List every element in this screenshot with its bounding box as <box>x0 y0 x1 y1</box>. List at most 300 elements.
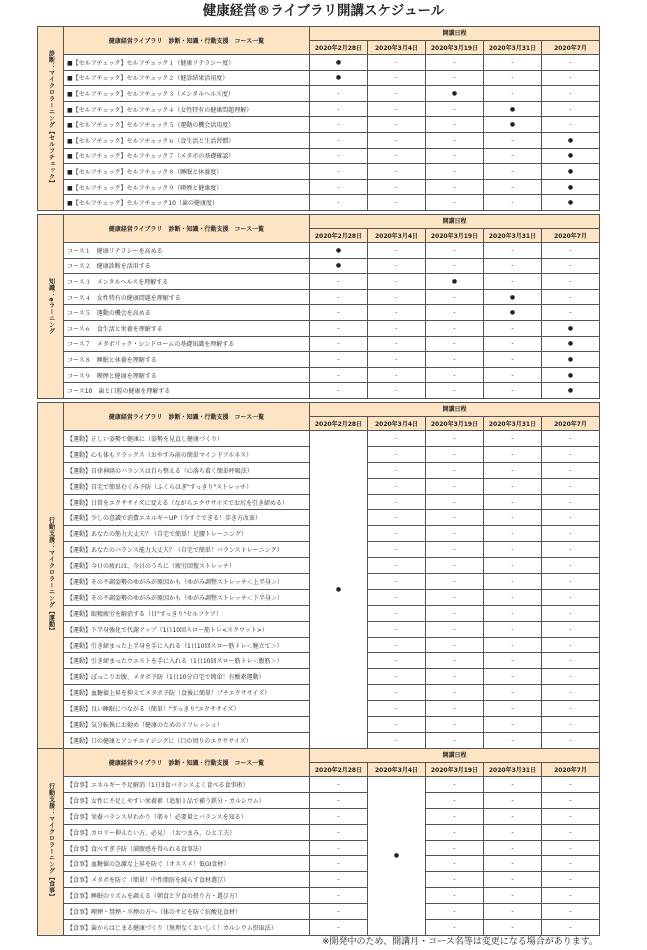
table-row <box>38 70 600 86</box>
schedule-blank: - <box>484 824 542 840</box>
schedule-blank: - <box>426 621 484 637</box>
schedule-mark: ● <box>426 86 484 102</box>
schedule-blank: - <box>426 117 484 133</box>
schedule-blank: - <box>426 446 484 462</box>
schedule-blank: - <box>542 637 600 653</box>
schedule-caption: 開講日程 <box>310 27 600 41</box>
schedule-blank: - <box>368 685 426 701</box>
schedule-blank: - <box>310 856 368 872</box>
schedule-blank: - <box>426 904 484 920</box>
course-name: ■【セルフチェック】セルフチェック４（女性特有の健康問題理解） <box>64 101 310 117</box>
schedule-blank: - <box>484 86 542 102</box>
course-name: 【運動】引き締まった上半身を手に入れる（1日10回スロー筋トレ＜腕立て＞） <box>64 637 310 653</box>
schedule-mark: ● <box>542 132 600 148</box>
course-name: コース５ 運動の機会を高める <box>64 305 310 321</box>
schedule-blank: - <box>542 55 600 71</box>
schedule-blank: - <box>426 637 484 653</box>
schedule-blank: - <box>426 717 484 733</box>
schedule-blank: - <box>368 258 426 274</box>
schedule-blank: - <box>542 101 600 117</box>
date-header: 2020年2月28日 <box>310 229 368 243</box>
schedule-blank: - <box>426 101 484 117</box>
course-name: 【運動】良い睡眠につながる（簡単！"すっきり"エクササイズ） <box>64 701 310 717</box>
date-header: 2020年7月 <box>542 763 600 777</box>
schedule-blank: - <box>426 574 484 590</box>
course-name: 【運動】気分転換にお勧め（健康のためのリフレッシュ） <box>64 717 310 733</box>
schedule-blank: - <box>484 510 542 526</box>
schedule-blank: - <box>310 132 368 148</box>
course-name: 【食事】栄養バランス早わかり（楽々！必要量とバランスを知る） <box>64 808 310 824</box>
course-name: コース９ 喫煙と健康を理解する <box>64 367 310 383</box>
schedule-blank: - <box>484 55 542 71</box>
date-header: 2020年3月19日 <box>426 763 484 777</box>
schedule-blank: - <box>368 336 426 352</box>
date-header: 2020年3月31日 <box>484 417 542 431</box>
schedule-blank: - <box>484 574 542 590</box>
course-name: 【運動】正しい姿勢で健康に（姿勢を見直し健康づくり） <box>64 431 310 447</box>
course-name: 【運動】その不調姿勢のゆがみが原因かも（ゆがみ調整ストレッチ＜下半身＞） <box>64 589 310 605</box>
schedule-blank: - <box>310 148 368 164</box>
schedule-blank: - <box>426 289 484 305</box>
course-name: 【運動】口の健康とアンチエイジングに（口の周りのエクササイズ） <box>64 732 310 748</box>
schedule-blank: - <box>426 55 484 71</box>
schedule-caption: 開講日程 <box>310 749 600 763</box>
schedule-blank: - <box>484 494 542 510</box>
course-name: 【運動】日常をエクササイズに変える（ながらエクササイズでお尻を引き締める） <box>64 494 310 510</box>
schedule-mark: ● <box>484 289 542 305</box>
schedule-blank: - <box>542 653 600 669</box>
course-name: 【運動】下半身強化で代謝アップ（1日10回スロー筋トレ<スクワット>） <box>64 621 310 637</box>
schedule-caption: 開講日程 <box>310 215 600 229</box>
schedule-blank: - <box>542 669 600 685</box>
schedule-mark: ● <box>484 117 542 133</box>
schedule-blank: - <box>368 274 426 290</box>
date-header: 2020年7月 <box>542 41 600 55</box>
course-name: ■【セルフチェック】セルフチェック８（睡眠と休養度） <box>64 164 310 180</box>
schedule-mark: ● <box>542 367 600 383</box>
schedule-blank: - <box>542 717 600 733</box>
schedule-blank: - <box>542 732 600 748</box>
table-row <box>38 148 600 164</box>
schedule-table <box>37 748 600 936</box>
date-header: 2020年3月4日 <box>368 41 426 55</box>
schedule-blank: - <box>484 920 542 936</box>
table-row <box>38 431 600 447</box>
schedule-blank: - <box>368 589 426 605</box>
table-row <box>38 101 600 117</box>
schedule-blank: - <box>484 367 542 383</box>
schedule-mark: ● <box>368 777 426 936</box>
course-name: ■【セルフチェック】セルフチェック５（運動の機会活用度） <box>64 117 310 133</box>
schedule-blank: - <box>484 792 542 808</box>
schedule-blank: - <box>542 701 600 717</box>
date-header: 2020年2月28日 <box>310 417 368 431</box>
schedule-blank: - <box>426 258 484 274</box>
schedule-blank: - <box>310 367 368 383</box>
schedule-blank: - <box>368 510 426 526</box>
date-header: 2020年3月31日 <box>484 763 542 777</box>
table-caption: 健康経営ライブラリ 診断・知識・行動支援 コース一覧 <box>64 403 310 431</box>
date-header: 2020年3月19日 <box>426 229 484 243</box>
schedule-blank: - <box>426 589 484 605</box>
table-row <box>38 86 600 102</box>
table-row <box>38 164 600 180</box>
schedule-blank: - <box>484 558 542 574</box>
schedule-blank: - <box>310 320 368 336</box>
course-name: 【運動】あなたのバランス能力大丈夫？（自宅で簡単！バランストレーニング） <box>64 542 310 558</box>
course-name: 【運動】心も体もリラックス（おやすみ前の簡単マインドフルネス） <box>64 446 310 462</box>
schedule-blank: - <box>310 164 368 180</box>
course-name: コース２ 健康診断を活用する <box>64 258 310 274</box>
schedule-blank: - <box>484 478 542 494</box>
schedule-blank: - <box>368 148 426 164</box>
course-name: コース６ 食生活と栄養を理解する <box>64 320 310 336</box>
schedule-blank: - <box>542 117 600 133</box>
table-row <box>38 305 600 321</box>
course-name: 【運動】眼精疲労を解消する（目"すっきり"セルフケア） <box>64 605 310 621</box>
course-name: コース１ 健康リテラシーを高める <box>64 243 310 259</box>
course-name: 【運動】その不調姿勢のゆがみが原因かも（ゆがみ調整ストレッチ＜上半身＞） <box>64 574 310 590</box>
schedule-blank: - <box>310 289 368 305</box>
schedule-blank: - <box>542 462 600 478</box>
schedule-blank: - <box>368 164 426 180</box>
schedule-blank: - <box>484 148 542 164</box>
schedule-blank: - <box>368 605 426 621</box>
schedule-blank: - <box>484 243 542 259</box>
schedule-blank: - <box>310 888 368 904</box>
schedule-blank: - <box>310 352 368 368</box>
schedule-blank: - <box>426 305 484 321</box>
schedule-blank: - <box>310 383 368 399</box>
schedule-blank: - <box>484 446 542 462</box>
schedule-blank: - <box>368 289 426 305</box>
schedule-caption: 開講日程 <box>310 403 600 417</box>
schedule-blank: - <box>426 243 484 259</box>
course-name: 【運動】ぽっこりお腹、メタボ予防（1日10分自宅で簡単！有酸素運動） <box>64 669 310 685</box>
schedule-blank: - <box>310 872 368 888</box>
table-row <box>38 336 600 352</box>
schedule-blank: - <box>484 383 542 399</box>
schedule-blank: - <box>426 510 484 526</box>
schedule-blank: - <box>368 320 426 336</box>
course-name: ■【セルフチェック】セルフチェック６（食生活と生活習慣） <box>64 132 310 148</box>
schedule-blank: - <box>484 840 542 856</box>
schedule-blank: - <box>426 462 484 478</box>
footnote: ※開発中のため、開講月・コース名等は変更になる場合があります。 <box>321 937 598 947</box>
schedule-mark: ● <box>542 164 600 180</box>
schedule-blank: - <box>484 701 542 717</box>
schedule-mark: ● <box>542 179 600 195</box>
date-header: 2020年7月 <box>542 229 600 243</box>
schedule-blank: - <box>310 777 368 793</box>
schedule-blank: - <box>484 336 542 352</box>
category-label: 行動支援：マイクロラーニング【運動】 <box>38 403 64 749</box>
schedule-blank: - <box>426 792 484 808</box>
schedule-blank: - <box>426 669 484 685</box>
schedule-blank: - <box>542 558 600 574</box>
table-row <box>38 777 600 793</box>
course-name: 【食事】喫煙・禁煙・卒煙の方へ（体のサビを防ぐ抗酸化食材） <box>64 904 310 920</box>
table-row <box>38 179 600 195</box>
schedule-blank: - <box>484 904 542 920</box>
schedule-blank: - <box>426 383 484 399</box>
schedule-blank: - <box>484 621 542 637</box>
schedule-blank: - <box>368 621 426 637</box>
schedule-blank: - <box>542 70 600 86</box>
schedule-blank: - <box>310 195 368 211</box>
schedule-blank: - <box>426 685 484 701</box>
schedule-mark: ● <box>542 352 600 368</box>
schedule-mark: ● <box>542 320 600 336</box>
table-row <box>38 117 600 133</box>
schedule-blank: - <box>426 164 484 180</box>
schedule-blank: - <box>368 669 426 685</box>
schedule-blank: - <box>542 856 600 872</box>
course-name: 【運動】今日の疲れは、今日のうちに（疲労回復ストレッチ） <box>64 558 310 574</box>
table-row <box>38 888 600 904</box>
schedule-blank: - <box>484 732 542 748</box>
table-row <box>38 195 600 211</box>
schedule-blank: - <box>426 653 484 669</box>
schedule-blank: - <box>426 701 484 717</box>
schedule-mark: ● <box>310 70 368 86</box>
course-name: ■【セルフチェック】セルフチェック１（健康リテラシー度） <box>64 55 310 71</box>
header-row <box>38 215 600 229</box>
schedule-blank: - <box>426 431 484 447</box>
schedule-blank: - <box>542 824 600 840</box>
schedule-blank: - <box>426 352 484 368</box>
schedule-blank: - <box>426 367 484 383</box>
course-name: コース10 歯と口腔の健康を理解する <box>64 383 310 399</box>
schedule-blank: - <box>368 117 426 133</box>
schedule-blank: - <box>368 305 426 321</box>
schedule-blank: - <box>310 86 368 102</box>
table-row <box>38 352 600 368</box>
schedule-blank: - <box>542 872 600 888</box>
course-name: 【食事】カロリー抑えたい方、必見！（おつまみ、ひと工夫） <box>64 824 310 840</box>
table-row <box>38 792 600 808</box>
schedule-blank: - <box>542 510 600 526</box>
schedule-blank: - <box>368 701 426 717</box>
schedule-blank: - <box>368 132 426 148</box>
table-row <box>38 920 600 936</box>
schedule-blank: - <box>310 808 368 824</box>
schedule-blank: - <box>542 685 600 701</box>
schedule-blank: - <box>542 808 600 824</box>
table-row <box>38 367 600 383</box>
schedule-mark: ● <box>310 55 368 71</box>
table-row <box>38 808 600 824</box>
schedule-blank: - <box>542 258 600 274</box>
schedule-blank: - <box>542 574 600 590</box>
course-name: コース７ メタボリック・シンドロームの基礎知識を理解する <box>64 336 310 352</box>
schedule-mark: ● <box>542 383 600 399</box>
schedule-blank: - <box>484 685 542 701</box>
category-label: 知識：eラーニング <box>38 215 64 399</box>
schedule-blank: - <box>310 904 368 920</box>
schedule-blank: - <box>368 478 426 494</box>
table-row <box>38 274 600 290</box>
schedule-mark: ● <box>484 305 542 321</box>
table-row <box>38 904 600 920</box>
schedule-blank: - <box>542 86 600 102</box>
date-header: 2020年3月19日 <box>426 417 484 431</box>
schedule-blank: - <box>484 431 542 447</box>
schedule-blank: - <box>426 558 484 574</box>
schedule-blank: - <box>310 920 368 936</box>
schedule-blank: - <box>484 542 542 558</box>
schedule-blank: - <box>542 605 600 621</box>
schedule-blank: - <box>426 70 484 86</box>
schedule-blank: - <box>484 872 542 888</box>
schedule-blank: - <box>426 542 484 558</box>
date-header: 2020年7月 <box>542 417 600 431</box>
schedule-blank: - <box>368 526 426 542</box>
course-name: 【食事】エネルギー不足解消（1日3食バランスよく食べる食事術） <box>64 777 310 793</box>
table-row <box>38 243 600 259</box>
table-row <box>38 289 600 305</box>
table-row <box>38 55 600 71</box>
schedule-mark: ● <box>542 148 600 164</box>
schedule-blank: - <box>484 888 542 904</box>
header-row <box>38 27 600 41</box>
schedule-mark: ● <box>426 274 484 290</box>
schedule-blank: - <box>368 462 426 478</box>
table-caption: 健康経営ライブラリ 診断・知識・行動支援 コース一覧 <box>64 215 310 243</box>
schedule-mark: ● <box>310 243 368 259</box>
schedule-blank: - <box>484 70 542 86</box>
schedule-blank: - <box>542 494 600 510</box>
schedule-blank: - <box>484 808 542 824</box>
schedule-blank: - <box>542 840 600 856</box>
date-header: 2020年3月4日 <box>368 417 426 431</box>
schedule-blank: - <box>368 383 426 399</box>
header-row <box>38 403 600 417</box>
table-row <box>38 824 600 840</box>
schedule-blank: - <box>368 86 426 102</box>
date-header: 2020年3月4日 <box>368 763 426 777</box>
schedule-blank: - <box>310 824 368 840</box>
schedule-blank: - <box>484 589 542 605</box>
date-header: 2020年2月28日 <box>310 41 368 55</box>
schedule-blank: - <box>426 777 484 793</box>
course-name: ■【セルフチェック】セルフチェック９（喫煙と健康度） <box>64 179 310 195</box>
course-name: 【食事】歯からはじまる健康づくり（無理なくおいしく！カルシウム摂取法） <box>64 920 310 936</box>
course-name: ■【セルフチェック】セルフチェック２（健診結果活用度） <box>64 70 310 86</box>
course-name: コース３ メンタルヘルスを理解する <box>64 274 310 290</box>
schedule-blank: - <box>542 274 600 290</box>
schedule-blank: - <box>542 920 600 936</box>
schedule-blank: - <box>368 243 426 259</box>
schedule-blank: - <box>368 70 426 86</box>
schedule-blank: - <box>426 808 484 824</box>
schedule-table <box>37 402 600 749</box>
header-row <box>38 749 600 763</box>
course-name: コース４ 女性特有の健康問題を理解する <box>64 289 310 305</box>
schedule-blank: - <box>426 478 484 494</box>
schedule-blank: - <box>310 336 368 352</box>
date-header: 2020年3月4日 <box>368 229 426 243</box>
schedule-blank: - <box>310 117 368 133</box>
course-name: 【運動】自宅で簡単むくみ予防（ふくらはぎ"すっきり"ストレッチ） <box>64 478 310 494</box>
schedule-blank: - <box>426 824 484 840</box>
schedule-blank: - <box>426 732 484 748</box>
schedule-blank: - <box>368 494 426 510</box>
schedule-blank: - <box>484 195 542 211</box>
table-row <box>38 132 600 148</box>
schedule-blank: - <box>426 320 484 336</box>
course-name: 【食事】食べすぎ予防（満腹感を得られる食事法） <box>64 840 310 856</box>
schedule-blank: - <box>426 856 484 872</box>
schedule-blank: - <box>484 462 542 478</box>
schedule-blank: - <box>542 243 600 259</box>
category-label: 診断：マイクロラーニング【セルフチェック】 <box>38 27 64 211</box>
course-name: 【運動】引き締まったウエストを手に入れる（1日10回スロー筋トレ＜腹筋＞） <box>64 653 310 669</box>
schedule-blank: - <box>368 446 426 462</box>
schedule-blank: - <box>542 305 600 321</box>
schedule-blank: - <box>368 195 426 211</box>
table-caption: 健康経営ライブラリ 診断・知識・行動支援 コース一覧 <box>64 27 310 55</box>
schedule-blank: - <box>484 258 542 274</box>
course-name: 【食事】女性に不足しやすい栄養素（追加１品で補う鉄分・カルシウム） <box>64 792 310 808</box>
schedule-blank: - <box>310 179 368 195</box>
schedule-table <box>37 214 600 399</box>
schedule-blank: - <box>426 526 484 542</box>
schedule-table <box>37 26 600 211</box>
course-name: 【食事】血糖値の急激な上昇を防ぐ（オススメ！低GI食材） <box>64 856 310 872</box>
table-row <box>38 872 600 888</box>
page-title: 健康経営®ライブラリ開講スケジュール <box>202 3 445 19</box>
schedule-blank: - <box>484 132 542 148</box>
schedule-blank: - <box>368 542 426 558</box>
schedule-blank: - <box>426 336 484 352</box>
schedule-blank: - <box>368 717 426 733</box>
table-row <box>38 383 600 399</box>
schedule-blank: - <box>310 274 368 290</box>
schedule-blank: - <box>426 195 484 211</box>
schedule-blank: - <box>310 840 368 856</box>
schedule-mark: ● <box>542 336 600 352</box>
date-header: 2020年2月28日 <box>310 763 368 777</box>
schedule-blank: - <box>542 904 600 920</box>
schedule-blank: - <box>368 431 426 447</box>
schedule-blank: - <box>368 352 426 368</box>
table-row <box>38 320 600 336</box>
table-row <box>38 258 600 274</box>
schedule-blank: - <box>368 179 426 195</box>
schedule-blank: - <box>484 164 542 180</box>
schedule-blank: - <box>542 621 600 637</box>
course-name: ■【セルフチェック】セルフチェック10（歯の健康度） <box>64 195 310 211</box>
schedule-mark: ● <box>310 431 368 749</box>
course-name: 【食事】睡眠のリズムを調える（朝食と夕食の摂り方・選び方） <box>64 888 310 904</box>
schedule-mark: ● <box>310 258 368 274</box>
schedule-blank: - <box>484 717 542 733</box>
schedule-blank: - <box>426 888 484 904</box>
schedule-blank: - <box>368 558 426 574</box>
schedule-blank: - <box>484 179 542 195</box>
schedule-blank: - <box>542 888 600 904</box>
schedule-mark: ● <box>542 195 600 211</box>
course-name: コース８ 睡眠と休養を理解する <box>64 352 310 368</box>
schedule-blank: - <box>542 792 600 808</box>
schedule-blank: - <box>426 148 484 164</box>
schedule-blank: - <box>368 574 426 590</box>
course-name: ■【セルフチェック】セルフチェック７（メタボの基礎確認） <box>64 148 310 164</box>
schedule-blank: - <box>368 732 426 748</box>
schedule-blank: - <box>310 792 368 808</box>
schedule-blank: - <box>368 637 426 653</box>
